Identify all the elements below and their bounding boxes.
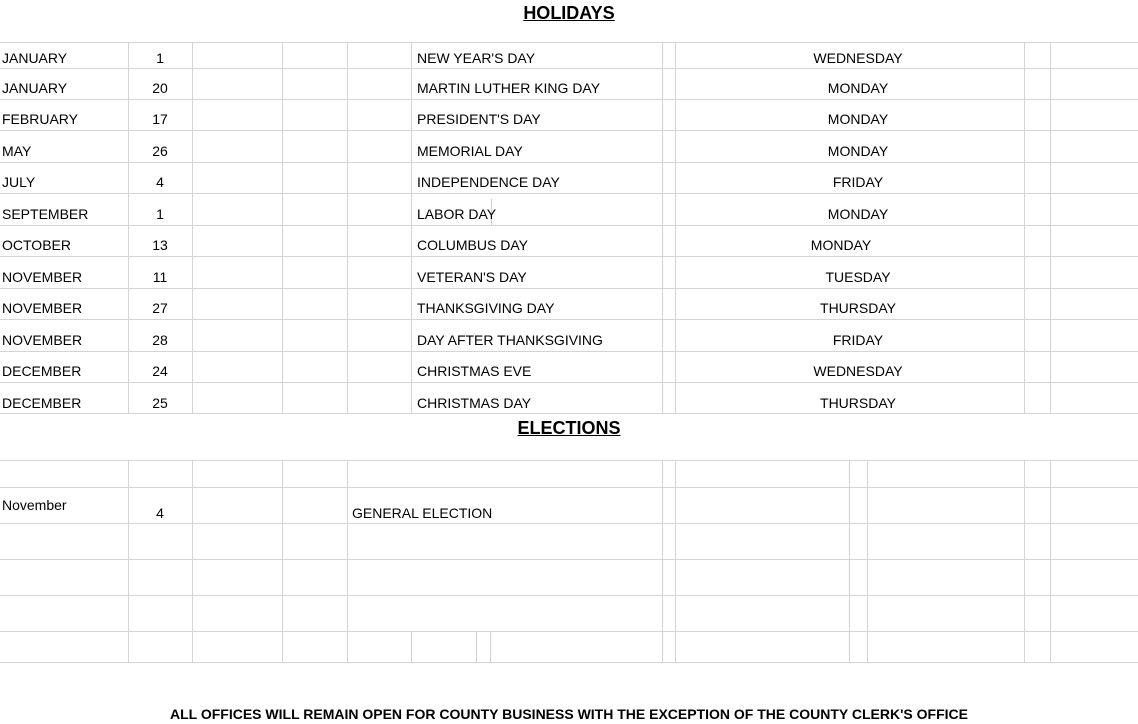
- column-divider: [192, 460, 193, 662]
- holiday-weekday: WEDNESDAY: [813, 363, 903, 379]
- election-name: GENERAL ELECTION: [352, 505, 493, 521]
- holiday-day: 24: [152, 363, 168, 379]
- election-day: 4: [156, 505, 164, 521]
- holiday-day: 26: [152, 143, 168, 159]
- holiday-name: VETERAN'S DAY: [417, 269, 527, 285]
- holiday-month: NOVEMBER: [2, 332, 83, 348]
- column-divider: [1050, 42, 1051, 413]
- holiday-weekday: FRIDAY: [832, 174, 884, 190]
- footer-note: ALL OFFICES WILL REMAIN OPEN FOR COUNTY BUSINESS WITH THE EXCEPTION OF THE COUNTY CLERK'S OFFICE: [170, 706, 968, 722]
- elections-title: ELECTIONS: [517, 418, 621, 438]
- holiday-day: 1: [156, 50, 164, 66]
- column-divider: [1024, 460, 1025, 662]
- holiday-weekday: MONDAY: [827, 143, 889, 159]
- row-divider: [0, 460, 1138, 461]
- holiday-name: INDEPENDENCE DAY: [417, 174, 560, 190]
- cell-fragment-line: [476, 631, 477, 662]
- holiday-month: FEBRUARY: [2, 111, 78, 127]
- holiday-name: NEW YEAR'S DAY: [417, 50, 536, 66]
- holiday-weekday: THURSDAY: [820, 395, 896, 411]
- holiday-weekday: MONDAY: [827, 111, 889, 127]
- holiday-weekday: THURSDAY: [820, 300, 896, 316]
- holiday-day: 20: [152, 80, 168, 96]
- column-divider: [347, 460, 348, 662]
- holiday-name: PRESIDENT'S DAY: [417, 111, 541, 127]
- holiday-month: NOVEMBER: [2, 269, 83, 285]
- row-divider: [0, 662, 1138, 663]
- holiday-weekday: MONDAY: [827, 80, 889, 96]
- row-divider: [0, 487, 1138, 488]
- column-divider: [675, 460, 676, 662]
- column-divider: [1050, 460, 1051, 662]
- column-divider: [192, 42, 193, 413]
- column-divider: [849, 460, 850, 662]
- holiday-day: 28: [152, 332, 168, 348]
- holiday-name: DAY AFTER THANKSGIVING: [417, 332, 603, 348]
- holiday-name: MEMORIAL DAY: [417, 143, 523, 159]
- holiday-month: SEPTEMBER: [2, 206, 89, 222]
- column-divider: [347, 42, 348, 413]
- holiday-month: NOVEMBER: [2, 300, 83, 316]
- holiday-name: CHRISTMAS EVE: [417, 363, 532, 379]
- column-divider: [662, 42, 663, 413]
- cell-fragment-line: [411, 631, 412, 662]
- holiday-month: JULY: [2, 174, 36, 190]
- holiday-name: COLUMBUS DAY: [417, 237, 528, 253]
- holiday-day: 4: [156, 174, 164, 190]
- holiday-month: DECEMBER: [2, 363, 82, 379]
- holiday-weekday: TUESDAY: [825, 269, 891, 285]
- holiday-name: CHRISTMAS DAY: [417, 395, 532, 411]
- cell-fragment-line: [490, 631, 491, 662]
- column-divider: [128, 460, 129, 662]
- holiday-weekday: MONDAY: [827, 206, 889, 222]
- holiday-month: DECEMBER: [2, 395, 82, 411]
- holiday-day: 1: [156, 206, 164, 222]
- holiday-day: 27: [152, 300, 168, 316]
- holiday-day: 17: [152, 111, 168, 127]
- holiday-day: 11: [152, 269, 168, 285]
- column-divider: [662, 460, 663, 662]
- column-divider: [867, 460, 868, 662]
- election-month: November: [2, 497, 67, 513]
- column-divider: [282, 460, 283, 662]
- holiday-weekday: WEDNESDAY: [813, 50, 903, 66]
- holiday-month: OCTOBER: [2, 237, 71, 253]
- holiday-month: MAY: [2, 143, 32, 159]
- holiday-month: JANUARY: [2, 80, 68, 96]
- holiday-weekday: FRIDAY: [832, 332, 884, 348]
- holiday-name: THANKSGIVING DAY: [417, 300, 555, 316]
- column-divider: [411, 42, 412, 413]
- row-divider: [0, 595, 1138, 596]
- holiday-day: 13: [152, 237, 168, 253]
- row-divider: [0, 559, 1138, 560]
- holiday-weekday: MONDAY: [810, 237, 872, 253]
- holiday-month: JANUARY: [2, 50, 68, 66]
- holiday-day: 25: [152, 395, 168, 411]
- row-divider: [0, 631, 1138, 632]
- holiday-name: MARTIN LUTHER KING DAY: [417, 80, 601, 96]
- holiday-name: LABOR DAY: [417, 206, 497, 222]
- holidays-title: HOLIDAYS: [523, 3, 615, 23]
- column-divider: [282, 42, 283, 413]
